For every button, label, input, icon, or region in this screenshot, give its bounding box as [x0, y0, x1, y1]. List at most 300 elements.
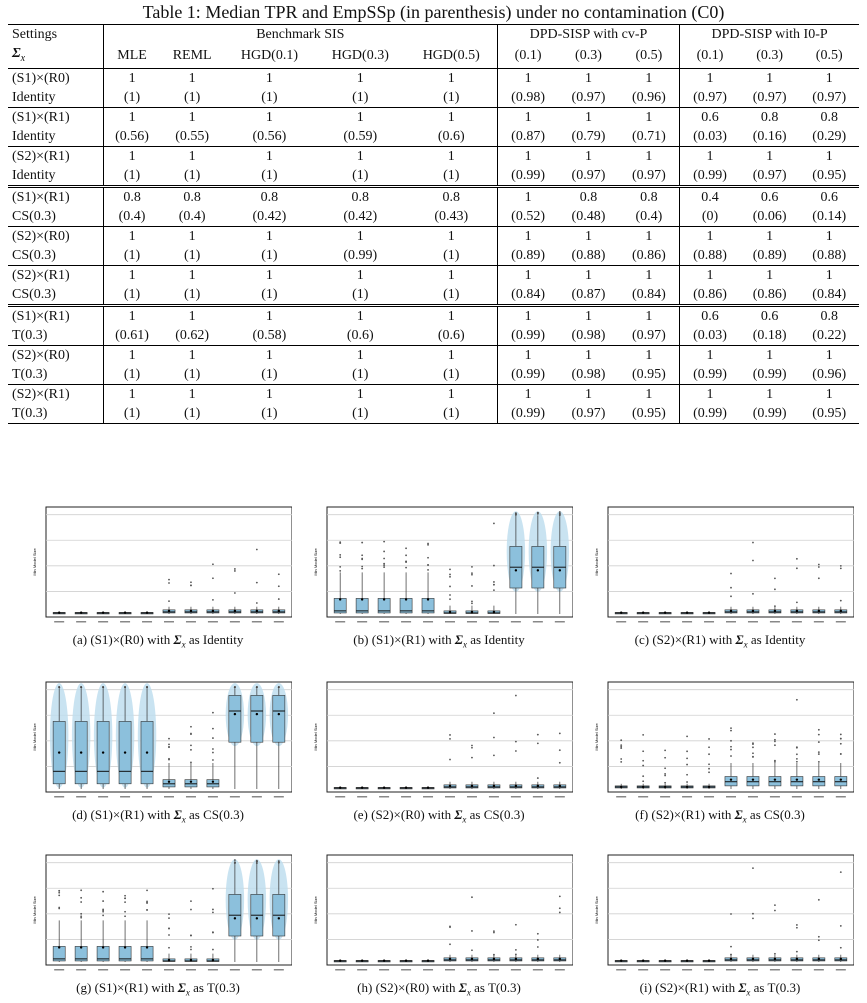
empssp-cell: (0.58) [252, 327, 287, 343]
mean-point [405, 960, 407, 962]
caption-part: with [428, 632, 452, 647]
tpr-cell: 1 [558, 345, 618, 365]
mean-point [840, 778, 842, 780]
x-tick-label [98, 796, 108, 798]
outlier-point [361, 554, 363, 556]
plot-frame [608, 507, 854, 617]
outlier-point [515, 949, 517, 951]
header-cvp: DPD-SISP with cv-P [497, 25, 679, 45]
outlier-point [796, 951, 798, 953]
outlier-point [278, 585, 280, 587]
table-row [8, 186, 859, 207]
tpr-cell: 1 [497, 345, 558, 365]
boxplot-svg [30, 680, 292, 804]
row-covariance: Identity [8, 166, 103, 187]
caption-part: as [193, 980, 204, 995]
mean-point [796, 778, 798, 780]
tpr-cell: 1 [740, 265, 800, 285]
outlier-point [559, 513, 561, 515]
empssp-cell: (0.79) [571, 128, 606, 144]
tpr-cell: 1 [740, 146, 800, 166]
outlier-point [80, 889, 82, 891]
outlier-point [471, 566, 473, 568]
empssp-cell: (1) [406, 404, 498, 424]
outlier-point [383, 566, 385, 568]
outlier-point [620, 758, 622, 760]
caption-part: with [432, 980, 456, 995]
x-tick-label [401, 796, 411, 798]
outlier-point [818, 577, 820, 579]
outlier-point [102, 915, 104, 917]
y-axis-label: Min Model Size [313, 548, 318, 576]
tpr-cell: 1 [224, 305, 315, 326]
outlier-point [774, 588, 776, 590]
empssp-cell: (1) [183, 89, 201, 105]
caption-part: (i) [639, 980, 652, 995]
x-tick-label [357, 621, 367, 623]
y-axis-label: Min Model Size [313, 896, 318, 924]
mean-point [559, 569, 561, 571]
outlier-point [471, 603, 473, 605]
outlier-point [234, 568, 236, 570]
outlier-point [708, 768, 710, 770]
tpr-cell: 0.8 [619, 186, 680, 207]
mean-point [449, 958, 451, 960]
outlier-point [708, 771, 710, 773]
x-tick-label [792, 796, 802, 798]
caption-part: (f) [635, 807, 649, 822]
empssp-cell: (0.55) [175, 128, 210, 144]
caption-part: (h) [357, 980, 373, 995]
mean-point [278, 610, 280, 612]
caption-part: with [147, 807, 171, 822]
outlier-point [427, 564, 429, 566]
outlier-point [559, 895, 561, 897]
outlier-point [471, 745, 473, 747]
panel-caption [572, 980, 867, 998]
tpr-cell: 1 [799, 384, 859, 404]
table-row [8, 226, 859, 246]
tpr-cell: 1 [315, 68, 406, 88]
empssp-cell: (0.61) [115, 327, 149, 343]
caption-part: (S2)×(R1) [655, 980, 709, 995]
tpr-cell: 0.6 [740, 186, 800, 207]
x-tick-label [423, 796, 433, 798]
empssp-cell: (1) [123, 89, 141, 105]
x-tick-label [533, 969, 543, 971]
tpr-cell: 1 [160, 305, 224, 326]
tpr-cell: 1 [406, 146, 498, 166]
x-tick-label [489, 796, 499, 798]
empssp-cell: (0.98) [571, 366, 606, 382]
outlier-point [840, 947, 842, 949]
x-tick-label [638, 621, 648, 623]
mean-point [361, 960, 363, 962]
tpr-cell: 1 [619, 146, 680, 166]
caption-part: (S2)×(R1) [651, 807, 705, 822]
outlier-point [664, 782, 666, 784]
empssp-cell: (0.4) [118, 208, 146, 224]
column-header: (0.1) [696, 48, 724, 64]
mean-point [708, 960, 710, 962]
tpr-cell: 1 [558, 265, 618, 285]
outlier-point [361, 566, 363, 568]
outlier-point [212, 911, 214, 913]
caption-part: Σ [177, 980, 186, 995]
outlier-point [752, 560, 754, 562]
empssp-cell: (1) [183, 366, 201, 382]
outlier-point [124, 895, 126, 897]
caption-part: CS(0.3) [203, 807, 244, 822]
outlier-point [774, 577, 776, 579]
x-tick-label [814, 796, 824, 798]
empssp-cell: (0.48) [571, 208, 606, 224]
outlier-point [190, 935, 192, 937]
x-tick-label [230, 621, 240, 623]
empssp-cell: (0.84) [511, 286, 545, 302]
outlier-point [818, 751, 820, 753]
outlier-point [168, 947, 170, 949]
empssp-cell: (0.95) [619, 365, 680, 385]
mean-point [620, 960, 622, 962]
outlier-point [818, 936, 820, 938]
x-tick-label [54, 969, 64, 971]
empssp-cell: (0.96) [812, 366, 847, 382]
empssp-cell: (0.4) [619, 207, 680, 227]
caption-part: T(0.3) [767, 980, 801, 995]
box [229, 695, 241, 742]
tpr-cell: 1 [406, 107, 498, 127]
empssp-cell: (1) [261, 366, 278, 382]
column-header: (0.5) [619, 44, 680, 68]
x-tick-label [164, 796, 174, 798]
mean-point [686, 960, 688, 962]
box [769, 777, 781, 786]
empssp-cell: (0.99) [693, 167, 727, 183]
x-tick-label [230, 969, 240, 971]
mean-point [427, 787, 429, 789]
outlier-point [190, 946, 192, 948]
tpr-cell: 1 [315, 107, 406, 127]
outlier-point [515, 750, 517, 752]
empssp-cell: (1) [406, 246, 498, 266]
tpr-cell: 1 [558, 226, 618, 246]
empssp-cell: (1) [224, 404, 315, 424]
caption-part: x [181, 639, 186, 650]
caption-part: as [750, 632, 762, 647]
boxplot-svg [30, 505, 292, 629]
outlier-point [515, 512, 517, 514]
mean-point [190, 610, 192, 612]
empssp-cell: (1) [352, 167, 369, 183]
caption-part: x [743, 639, 748, 650]
empssp-cell: (0.88) [812, 247, 847, 263]
empssp-cell: (1) [261, 89, 278, 105]
mean-point [730, 958, 732, 960]
tpr-cell: 0.6 [799, 186, 859, 207]
outlier-point [471, 896, 473, 898]
tpr-cell: 1 [103, 146, 160, 166]
caption-part: (S1)×(R0) [90, 632, 144, 647]
outlier-point [212, 728, 214, 730]
tpr-cell: 1 [406, 226, 498, 246]
caption-part: (c) [634, 632, 650, 647]
results-table [8, 24, 859, 424]
mean-point [256, 917, 258, 919]
caption-part: (S2)×(R0) [375, 980, 430, 995]
outlier-point [796, 567, 798, 569]
mean-point [471, 611, 473, 613]
outlier-point [383, 558, 385, 560]
empssp-cell: (0.18) [752, 327, 787, 343]
mean-point [708, 612, 710, 614]
tpr-cell: 1 [619, 305, 680, 326]
x-tick-label [726, 796, 736, 798]
outlier-point [168, 738, 170, 740]
empssp-cell: (0.97) [571, 89, 606, 105]
caption-part: (e) [353, 807, 368, 822]
tpr-cell: 1 [558, 107, 618, 127]
empssp-cell: (0.99) [511, 366, 545, 382]
caption-part: with [711, 980, 736, 995]
caption-part: (b) [353, 632, 369, 647]
x-tick-label [748, 969, 758, 971]
outlier-point [190, 581, 192, 583]
outlier-point [449, 574, 451, 576]
outlier-point [449, 598, 451, 600]
mean-point [686, 612, 688, 614]
outlier-point [664, 749, 666, 751]
outlier-point [146, 889, 148, 891]
outlier-point [471, 757, 473, 759]
caption-part: as [474, 980, 485, 995]
outlier-point [537, 777, 539, 779]
x-tick-label [748, 796, 758, 798]
empssp-cell: (0.16) [752, 128, 787, 144]
x-tick-label [533, 621, 543, 623]
tpr-cell: 1 [224, 265, 315, 285]
mean-point [471, 785, 473, 787]
x-tick-label [555, 969, 565, 971]
panel-caption [291, 980, 587, 998]
x-tick-label [401, 621, 411, 623]
mean-point [146, 751, 148, 753]
boxplot-svg [311, 853, 573, 977]
outlier-point [774, 739, 776, 741]
boxplot-panel [30, 680, 292, 804]
outlier-point [686, 736, 688, 738]
mean-point [190, 781, 192, 783]
mean-point [493, 785, 495, 787]
mean-point [686, 786, 688, 788]
outlier-point [124, 915, 126, 917]
outlier-point [537, 734, 539, 736]
empssp-cell: (1) [406, 365, 498, 385]
outlier-point [708, 763, 710, 765]
x-tick-label [76, 969, 86, 971]
outlier-point [471, 949, 473, 951]
outlier-point [708, 746, 710, 748]
tpr-cell: 0.8 [315, 186, 406, 207]
mean-point [212, 781, 214, 783]
caption-part: Identity [484, 632, 525, 647]
caption-part: (S1)×(R1) [371, 632, 426, 647]
mean-point [80, 946, 82, 948]
empssp-cell: (1) [261, 167, 278, 183]
outlier-point [537, 933, 539, 935]
row-covariance: CS(0.3) [8, 246, 103, 266]
outlier-point [515, 695, 517, 697]
empssp-cell: (0.88) [571, 247, 606, 263]
tpr-cell: 1 [680, 384, 740, 404]
empssp-cell: (0.99) [680, 404, 740, 424]
outlier-point [102, 891, 104, 893]
row-setting: (S1)×(R1) [8, 107, 103, 127]
x-tick-label [467, 621, 477, 623]
x-tick-label [120, 969, 130, 971]
empssp-cell: (0.97) [752, 89, 787, 105]
outlier-point [752, 867, 754, 869]
tpr-cell: 1 [619, 68, 680, 88]
outlier-point [124, 911, 126, 913]
empssp-cell: (0.71) [619, 127, 680, 147]
table-caption: Table 1: Median TPR and EmpSSp (in parenthesis) under no contamination (C0) [142, 2, 725, 22]
mean-point [818, 610, 820, 612]
tpr-cell: 1 [497, 226, 558, 246]
empssp-cell: (0.6) [406, 127, 498, 147]
tpr-cell: 1 [406, 305, 498, 326]
tpr-cell: 1 [224, 146, 315, 166]
outlier-point [168, 579, 170, 581]
empssp-cell: (0.43) [406, 207, 498, 227]
caption-part: Identity [764, 632, 806, 647]
boxplot-svg [592, 505, 854, 629]
outlier-point [405, 554, 407, 556]
empssp-cell: (0.03) [693, 128, 727, 144]
outlier-point [212, 888, 214, 890]
x-tick-label [770, 796, 780, 798]
x-tick-label [274, 621, 284, 623]
caption-part: with [151, 980, 175, 995]
outlier-point [339, 556, 341, 558]
header-sigma: $\Sigma_x$ [8, 44, 103, 68]
x-tick-label [682, 969, 692, 971]
tpr-cell: 1 [103, 305, 160, 326]
table-row [8, 88, 859, 108]
outlier-point [818, 734, 820, 736]
mean-point [58, 751, 60, 753]
caption-part: x [462, 814, 467, 825]
outlier-point [559, 762, 561, 764]
empssp-cell: (0.95) [619, 404, 680, 424]
mean-point [515, 785, 517, 787]
table-row [8, 166, 859, 187]
boxplot-panel [592, 853, 854, 977]
outlier-point [58, 907, 60, 909]
outlier-point [168, 928, 170, 930]
tpr-cell: 1 [680, 226, 740, 246]
boxplot-panel [592, 680, 854, 804]
empssp-cell: (0.99) [693, 366, 727, 382]
x-tick-label [555, 796, 565, 798]
outlier-point [796, 601, 798, 603]
x-tick-label [142, 796, 152, 798]
outlier-point [405, 561, 407, 563]
tpr-cell: 1 [224, 226, 315, 246]
boxplot-svg [311, 680, 573, 804]
caption-part: with [709, 632, 733, 647]
tpr-cell: 1 [619, 107, 680, 127]
outlier-point [730, 946, 732, 948]
table-row [8, 246, 859, 266]
outlier-point [730, 913, 732, 915]
caption-part: as [188, 632, 200, 647]
outlier-point [405, 567, 407, 569]
boxplot-svg [592, 853, 854, 977]
outlier-point [796, 924, 798, 926]
x-tick-label [660, 969, 670, 971]
tpr-cell: 1 [406, 68, 498, 88]
x-tick-label [836, 796, 846, 798]
outlier-point [730, 749, 732, 751]
mean-point [642, 960, 644, 962]
outlier-point [752, 593, 754, 595]
outlier-point [278, 861, 280, 863]
caption-part: (d) [72, 807, 88, 822]
mean-point [146, 946, 148, 948]
empssp-cell: (0.99) [740, 404, 800, 424]
table-row [8, 326, 859, 346]
row-covariance: T(0.3) [8, 326, 103, 346]
empssp-cell: (1) [103, 404, 160, 424]
outlier-point [818, 761, 820, 763]
outlier-point [168, 917, 170, 919]
outlier-point [339, 570, 341, 572]
outlier-point [796, 761, 798, 763]
mean-point [383, 787, 385, 789]
mean-point [664, 612, 666, 614]
outlier-point [80, 915, 82, 917]
outlier-point [168, 582, 170, 584]
outlier-point [234, 861, 236, 863]
empssp-cell: (0.52) [511, 208, 545, 224]
empssp-cell: (0.99) [511, 167, 545, 183]
caption-part: Σ [458, 980, 467, 995]
outlier-point [796, 558, 798, 560]
row-covariance: T(0.3) [8, 404, 103, 424]
empssp-cell: (0.62) [175, 327, 210, 343]
caption-part: CS(0.3) [483, 807, 525, 822]
outlier-point [449, 925, 451, 927]
outlier-point [449, 586, 451, 588]
mean-point [840, 958, 842, 960]
empssp-cell: (0.87) [511, 128, 545, 144]
outlier-point [383, 541, 385, 543]
row-setting: (S2)×(R0) [8, 345, 103, 365]
x-tick-label [704, 969, 714, 971]
boxplot-panel [311, 680, 573, 804]
tpr-cell: 1 [619, 265, 680, 285]
outlier-point [190, 949, 192, 951]
outlier-point [212, 712, 214, 714]
outlier-point [840, 925, 842, 927]
caption-part: Σ [454, 632, 463, 647]
boxplot-panel [311, 505, 573, 629]
tpr-cell: 1 [103, 107, 160, 127]
x-tick-label [186, 621, 196, 623]
mean-point [80, 612, 82, 614]
outlier-point [730, 727, 732, 729]
